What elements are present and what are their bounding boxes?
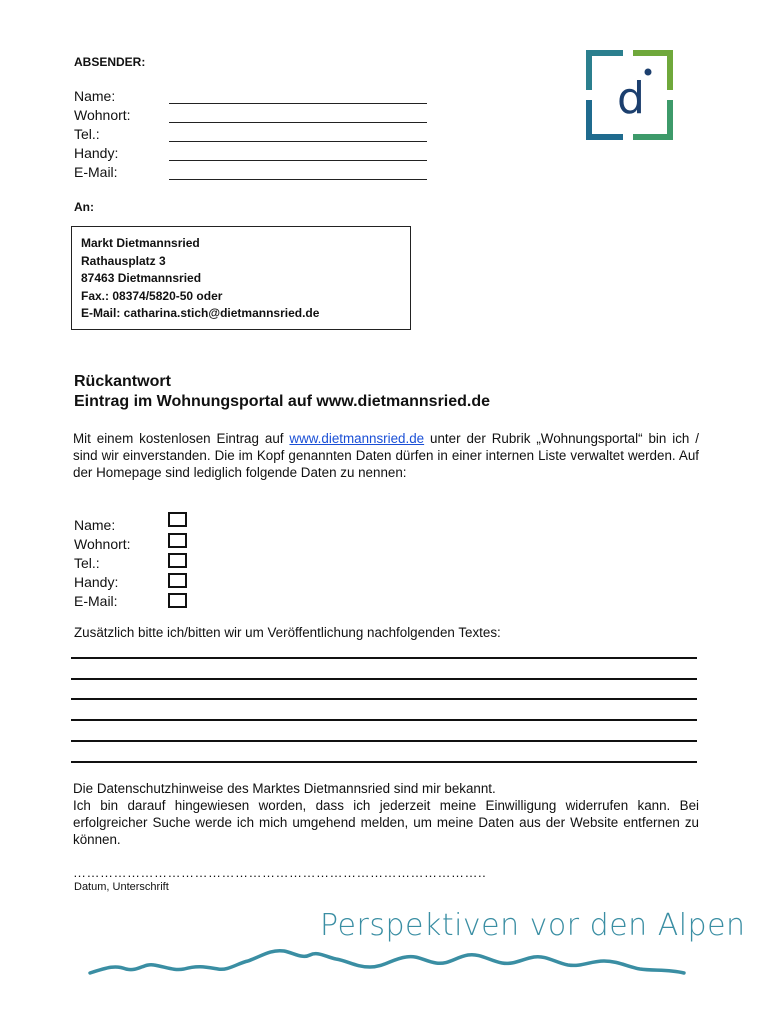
document-title	[74, 372, 490, 412]
checkbox-email[interactable]	[168, 593, 187, 608]
sender-wohnort-label: Wohnort:	[74, 107, 131, 123]
checkbox-wohnort[interactable]	[168, 533, 187, 548]
sender-wohnort-line[interactable]	[169, 122, 427, 123]
sender-email-label: E-Mail:	[74, 164, 118, 180]
option-wohnort-label: Wohnort:	[74, 536, 131, 552]
recipient-line: Rathausplatz 3	[81, 253, 166, 268]
recipient-line: 87463 Dietmannsried	[81, 271, 202, 285]
option-tel-label: Tel.:	[74, 555, 100, 571]
checkbox-handy[interactable]	[168, 573, 187, 588]
sender-heading: ABSENDER:	[74, 55, 146, 69]
sender-fields	[74, 87, 131, 182]
intro-after-link: unter der Rubrik „Wohnungsportal“ bin ich / sind wir einverstanden. Die im Kopf genannten Daten dürfen in einer internen Liste verwaltet werden. Auf der Homepage sind lediglich folgende Daten zu nennen:	[73, 431, 699, 480]
option-email-label: E-Mail:	[74, 593, 118, 609]
sender-name-line[interactable]	[169, 103, 427, 104]
privacy-paragraph: Ich bin darauf hingewiesen worden, dass ich jederzeit meine Einwilligung widerrufen kann. Bei erfolgreicher Suche werde ich mich umgehend melden, um meine Daten aus der Website entfernen zu können.	[73, 798, 699, 847]
additional-text-line[interactable]	[71, 678, 697, 680]
recipient-line: Markt Dietmannsried	[81, 236, 200, 250]
signature-dots[interactable]: ………………………………………………………………………………..	[73, 865, 487, 880]
sender-name-label: Name:	[74, 88, 116, 104]
sender-tel-label: Tel.:	[74, 126, 100, 142]
dietmannsried-logo	[583, 50, 673, 140]
intro-before-link: Mit einem kostenlosen Eintrag auf	[73, 431, 290, 446]
sender-email-line[interactable]	[169, 179, 427, 180]
sender-handy-label: Handy:	[74, 145, 119, 161]
slogan: Perspektiven vor den Alpen	[320, 908, 746, 943]
title-line-2: Eintrag im Wohnungsportal auf www.dietmannsried.de	[74, 393, 491, 410]
recipient-address-box	[71, 226, 411, 330]
recipient-heading: An:	[74, 200, 94, 214]
privacy-line-1: Die Datenschutzhinweise des Marktes Dietmannsried sind mir bekannt.	[73, 781, 496, 796]
additional-text-line[interactable]	[71, 740, 697, 742]
additional-text-line[interactable]	[71, 698, 697, 700]
intro-paragraph	[73, 430, 699, 481]
publish-options	[74, 516, 131, 611]
title-line-1: Rückantwort	[74, 373, 171, 390]
sender-handy-line[interactable]	[169, 160, 427, 161]
signature-caption: Datum, Unterschrift	[74, 881, 169, 893]
option-name-label: Name:	[74, 517, 116, 533]
website-link[interactable]: www.dietmannsried.de	[289, 431, 425, 446]
checkbox-name[interactable]	[168, 512, 187, 527]
recipient-line: E-Mail: catharina.stich@dietmannsried.de	[81, 306, 320, 320]
sender-tel-line[interactable]	[169, 141, 427, 142]
additional-text-label: Zusätzlich bitte ich/bitten wir um Veröffentlichung nachfolgenden Textes:	[74, 625, 501, 640]
logo-letter: d	[617, 73, 645, 124]
recipient-line: Fax.: 08374/5820-50 oder	[81, 288, 223, 303]
option-handy-label: Handy:	[74, 574, 119, 590]
additional-text-line[interactable]	[71, 761, 697, 763]
mountain-silhouette	[88, 945, 688, 981]
additional-text-line[interactable]	[71, 657, 697, 659]
additional-text-line[interactable]	[71, 719, 697, 721]
checkbox-tel[interactable]	[168, 553, 187, 568]
